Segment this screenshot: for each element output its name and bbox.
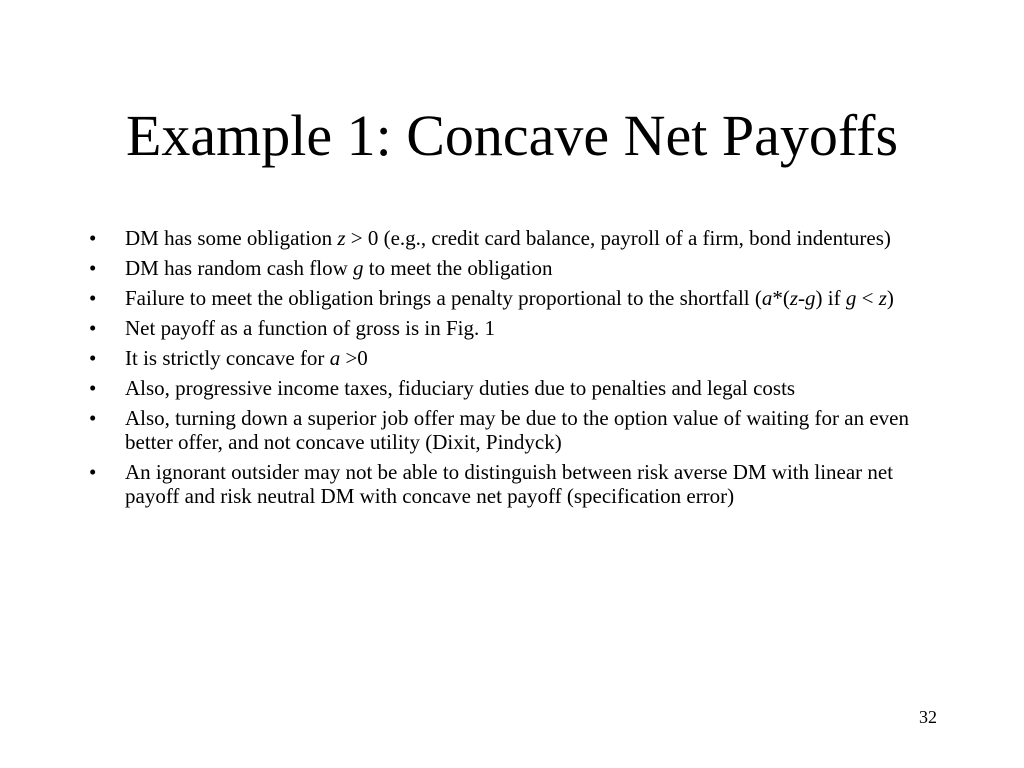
bullet-item — [89, 376, 919, 400]
bullet-icon: • — [89, 256, 97, 280]
text-segment: It is strictly concave for — [125, 346, 330, 370]
bullet-icon: • — [89, 226, 97, 250]
text-segment: Net payoff as a function of gross is in Fig. 1 — [125, 316, 495, 340]
bullet-list — [89, 226, 919, 514]
bullet-text — [125, 286, 894, 310]
math-variable: g — [353, 256, 364, 280]
text-segment: Also, turning down a superior job offer may be due to the option value of waiting for an even better offer, and not concave utility (Dixit, Pindyck) — [125, 406, 910, 454]
bullet-text — [125, 226, 891, 250]
math-variable: z — [337, 226, 346, 250]
bullet-icon: • — [89, 406, 97, 430]
bullet-text — [125, 376, 795, 400]
text-segment: Failure to meet the obligation brings a penalty proportional to the shortfall ( — [125, 286, 762, 310]
math-variable: a — [329, 346, 341, 370]
text-segment: *( — [772, 286, 790, 310]
bullet-icon: • — [89, 460, 97, 484]
bullet-icon: • — [89, 376, 97, 400]
slide-number: 32 — [919, 707, 937, 727]
bullet-text — [125, 406, 909, 454]
math-variable: z — [878, 286, 887, 310]
bullet-icon: • — [89, 346, 97, 370]
text-segment: DM has random cash flow — [125, 256, 354, 280]
bullet-text — [125, 316, 495, 340]
text-segment: >0 — [340, 346, 368, 370]
math-variable: z — [789, 286, 799, 310]
text-segment: to meet the obligation — [363, 256, 553, 280]
math-variable: a — [761, 286, 773, 310]
bullet-item — [89, 316, 919, 340]
bullet-icon: • — [89, 286, 97, 310]
bullet-item — [89, 346, 919, 370]
bullet-text — [125, 460, 893, 508]
bullet-item — [89, 460, 919, 508]
text-segment: > 0 (e.g., credit card balance, payroll of a firm, bond indentures) — [345, 226, 891, 250]
slide-title: Example 1: Concave Net Payoffs — [125, 103, 899, 168]
math-variable: g — [845, 286, 857, 310]
math-variable: g — [805, 286, 816, 310]
bullet-text — [125, 346, 368, 370]
text-segment: - — [798, 286, 806, 310]
bullet-item — [89, 226, 919, 250]
text-segment: Also, progressive income taxes, fiduciary duties due to penalties and legal costs — [125, 376, 796, 400]
bullet-item — [89, 406, 919, 454]
text-segment: < — [856, 286, 879, 310]
text-segment: An ignorant outsider may not be able to distinguish between risk averse DM with linear net payoff and risk neutral DM with concave net payoff (specification error) — [125, 460, 894, 508]
bullet-text — [125, 256, 553, 280]
bullet-item — [89, 286, 919, 310]
bullet-item — [89, 256, 919, 280]
text-segment: ) — [886, 286, 894, 310]
text-segment: ) if — [815, 286, 846, 310]
bullet-icon: • — [89, 316, 97, 340]
text-segment: DM has some obligation — [125, 226, 338, 250]
